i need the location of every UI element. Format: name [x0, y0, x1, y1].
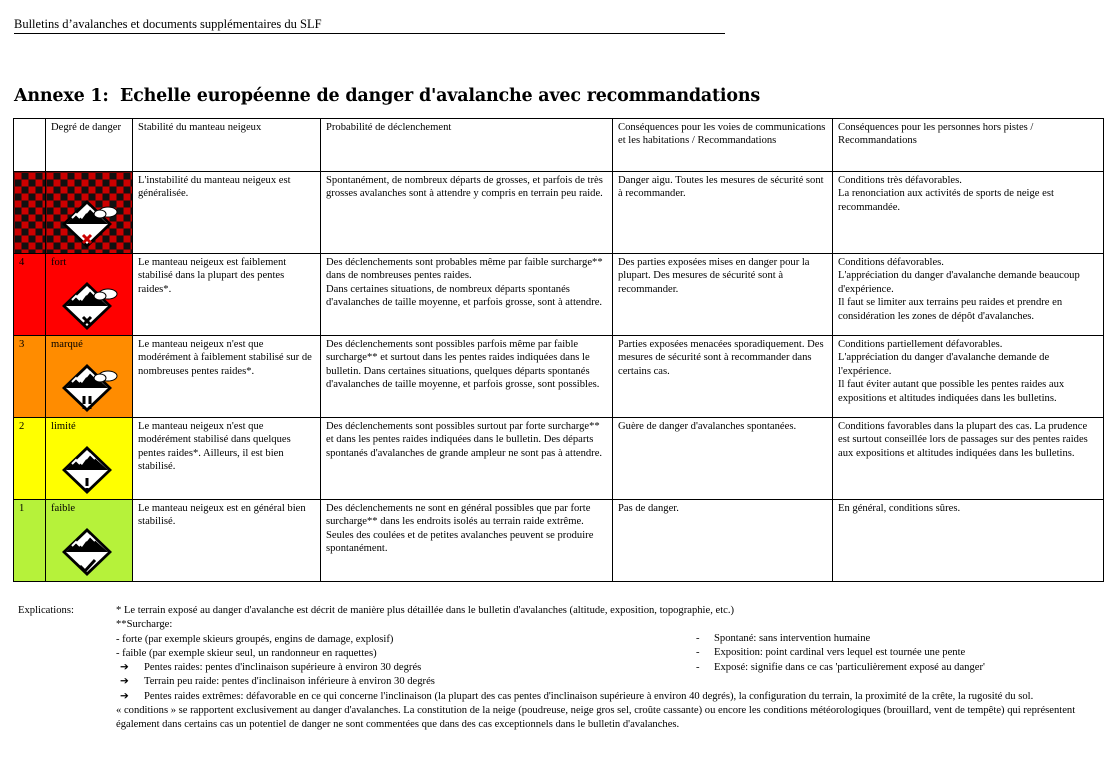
level-number [14, 172, 46, 254]
cell-paragraph: En général, conditions sûres. [838, 503, 961, 514]
arrow-icon: ➔ [120, 690, 129, 702]
definition-item: - Spontané: sans intervention humaine [696, 633, 871, 644]
danger-level-row [14, 500, 1104, 582]
definitions-list [696, 632, 1076, 675]
cell-paragraph: Conditions favorables dans la plupart des cas. La prudence est surtout conseillée lors de passages sur des pentes raides aux expositions et altitudes indiquées dans les bulletins. [838, 421, 1088, 459]
degree-cell [46, 172, 133, 254]
consequences-roads-cell [613, 336, 833, 418]
explanations-label: Explications: [18, 605, 74, 616]
running-header: Bulletins d’avalanches et documents supplémentaires du SLF [14, 17, 725, 34]
danger-level-row [14, 418, 1104, 500]
danger-pictogram [52, 522, 128, 578]
probability-cell [321, 418, 613, 500]
level-number: 4 [14, 254, 46, 336]
cell-paragraph: Guère de danger d'avalanches spontanées. [618, 421, 797, 432]
col-header-degree: Degré de danger [46, 119, 133, 172]
consequences-persons-cell [833, 500, 1104, 582]
surcharge-heading: **Surcharge: [116, 619, 173, 631]
consequences-roads-cell [613, 500, 833, 582]
cell-paragraph: Parties exposées menacées sporadiquement. Des mesures de sécurité sont à recommander dans certains cas. [618, 339, 824, 377]
consequences-roads-cell [613, 418, 833, 500]
degree-label: faible [51, 503, 76, 514]
stability-cell [133, 172, 321, 254]
annex-title [14, 86, 760, 106]
slope-item: ➔ Terrain peu raide: pentes d'inclinaison inférieure à environ 30 degrés [116, 675, 1076, 689]
cell-paragraph: La renonciation aux activités de sports de neige est recommandée. [838, 188, 1054, 213]
probability-cell [321, 500, 613, 582]
cell-paragraph: Seules des coulées et de petites avalanches peuvent se produire spontanément. [326, 529, 594, 555]
cell-paragraph: Des déclenchements sont probables même par faible surcharge** dans de nombreuses pentes raides. [326, 257, 603, 282]
cell-paragraph: Des déclenchements sont possibles parfois même par faible surcharge** et surtout dans les pentes raides indiquées dans le bulletin. Dans certaines situations, quelques départs spontanés d'avalanches de taille moyenne, et parfois grosse, sont possibles. [326, 339, 600, 391]
stability-cell [133, 418, 321, 500]
degree-cell [46, 418, 133, 500]
danger-pictogram [52, 358, 128, 414]
col-header-consequences-roads: Conséquences pour les voies de communications et les habitations / Recommandations [613, 119, 833, 172]
danger-level-row [14, 254, 1104, 336]
cell-paragraph: Des déclenchements ne sont en général possibles que par forte surcharge** dans les endroits isolés au terrain raide extrême. [326, 503, 591, 528]
cell-paragraph: Conditions partiellement défavorables. [838, 339, 1003, 350]
consequences-persons-cell [833, 336, 1104, 418]
cell-paragraph: Danger aigu. Toutes les mesures de sécurité sont à recommander. [618, 175, 824, 200]
cell-paragraph: L'appréciation du danger d'avalanche demande beaucoup d'expérience. [838, 270, 1080, 295]
degree-cell [46, 254, 133, 336]
cell-paragraph: Conditions défavorables. [838, 257, 944, 268]
cell-paragraph: Il faut éviter autant que possible les pentes raides aux expositions et altitudes indiquées dans les bulletins. [838, 379, 1065, 404]
level-number: 1 [14, 500, 46, 582]
degree-cell [46, 336, 133, 418]
level-number: 2 [14, 418, 46, 500]
danger-level-row [14, 172, 1104, 254]
degree-label: fort [51, 257, 67, 268]
cell-paragraph: Spontanément, de nombreux départs de grosses, et parfois de très grosses avalanches sont à attendre y compris en terrain peu raide. [326, 175, 603, 200]
arrow-icon: ➔ [120, 662, 129, 674]
definition-item: - Exposition: point cardinal vers lequel est tournée une pente [696, 647, 966, 659]
col-header-probability: Probabilité de déclenchement [321, 119, 613, 172]
cell-paragraph: L'appréciation du danger d'avalanche demande de l'expérience. [838, 352, 1050, 377]
cell-paragraph: Pas de danger. [618, 503, 679, 514]
danger-level-row [14, 336, 1104, 418]
degree-label: limité [51, 421, 76, 432]
cell-paragraph: Conditions très défavorables. [838, 175, 962, 186]
consequences-persons-cell [833, 172, 1104, 254]
cell-paragraph: Le manteau neigeux n'est que modérément à faiblement stabilisé sur de nombreuses pentes raides*. [138, 339, 312, 377]
slope-item: ➔ Pentes raides: pentes d'inclinaison supérieure à environ 30 degrés [116, 661, 1076, 675]
cell-paragraph: Des déclenchements sont possibles surtout par forte surcharge** et dans les pentes raides indiquées dans le bulletin. Des départs spontanés d'avalanches de grande ampleur ne sont pas à attendre. [326, 421, 603, 459]
col-header-level [14, 119, 46, 172]
annex-title-text: Echelle européenne de danger d'avalanche avec recommandations [120, 86, 761, 106]
probability-cell [321, 336, 613, 418]
terrain-note: * Le terrain exposé au danger d'avalanche est décrit de manière plus détaillée dans le bulletin d'avalanches (altitude, exposition, topographie, etc.) [116, 605, 735, 616]
surcharge-item: - forte (par exemple skieurs groupés, engins de damage, explosif) [116, 633, 394, 645]
definition-item: - Exposé: signifie dans ce cas 'particulièrement exposé au danger' [696, 661, 985, 673]
degree-label: marqué [51, 339, 83, 350]
annex-number: Annexe 1: [14, 86, 109, 106]
arrow-icon: ➔ [120, 676, 129, 688]
stability-cell [133, 254, 321, 336]
slope-item: ➔ Pentes raides extrêmes: défavorable en ce qui concerne l'inclinaison (la plupart des cas pentes d'inclinaison supérieure à environ 40 degrés), la configuration du terrain, la proximité de la crête, la rugosité du sol. [116, 690, 1076, 704]
degree-cell [46, 500, 133, 582]
cell-paragraph: Le manteau neigeux n'est que modérément stabilisé dans quelques pentes raides*. Ailleurs, il est bien stabilisé. [138, 421, 291, 473]
cell-paragraph: Le manteau neigeux est en général bien stabilisé. [138, 503, 306, 528]
table-header-row [14, 119, 1104, 172]
surcharge-item: - faible (par exemple skieur seul, un randonneur en raquettes) [116, 647, 377, 659]
consequences-roads-cell [613, 254, 833, 336]
conditions-note: « conditions » se rapportent exclusivement au danger d'avalanches. La constitution de la neige (poudreuse, neige gros sel, croûte cassante) ou encore les conditions météorologiques (brouillard, vent de tempête) qui représentent également dans certains cas un potentiel de danger ne sont commentées que dans des cas exceptionnels dans le bulletin d'avalanches. [116, 705, 1076, 731]
danger-pictogram [52, 194, 128, 250]
col-header-consequences-persons: Conséquences pour les personnes hors pistes / Recommandations [833, 119, 1104, 172]
cell-paragraph: Le manteau neigeux est faiblement stabilisé dans la plupart des pentes raides*. [138, 257, 287, 295]
level-number: 3 [14, 336, 46, 418]
cell-paragraph: Dans certaines situations, de nombreux départs spontanés d'avalanches de taille moyenne, et parfois grosse, sont à attendre. [326, 283, 603, 309]
danger-scale-table [13, 118, 1104, 582]
danger-pictogram [52, 276, 128, 332]
consequences-roads-cell [613, 172, 833, 254]
stability-cell [133, 336, 321, 418]
cell-paragraph: L'instabilité du manteau neigeux est généralisée. [138, 175, 291, 200]
consequences-persons-cell [833, 254, 1104, 336]
danger-pictogram [52, 440, 128, 496]
cell-paragraph: Des parties exposées mises en danger pour la plupart. Des mesures de sécurité sont à recommander. [618, 257, 810, 295]
probability-cell [321, 254, 613, 336]
consequences-persons-cell [833, 418, 1104, 500]
probability-cell [321, 172, 613, 254]
stability-cell [133, 500, 321, 582]
cell-paragraph: Il faut se limiter aux terrains peu raides et prendre en considération les zones de dépôt d'avalanches. [838, 297, 1063, 322]
col-header-stability: Stabilité du manteau neigeux [133, 119, 321, 172]
